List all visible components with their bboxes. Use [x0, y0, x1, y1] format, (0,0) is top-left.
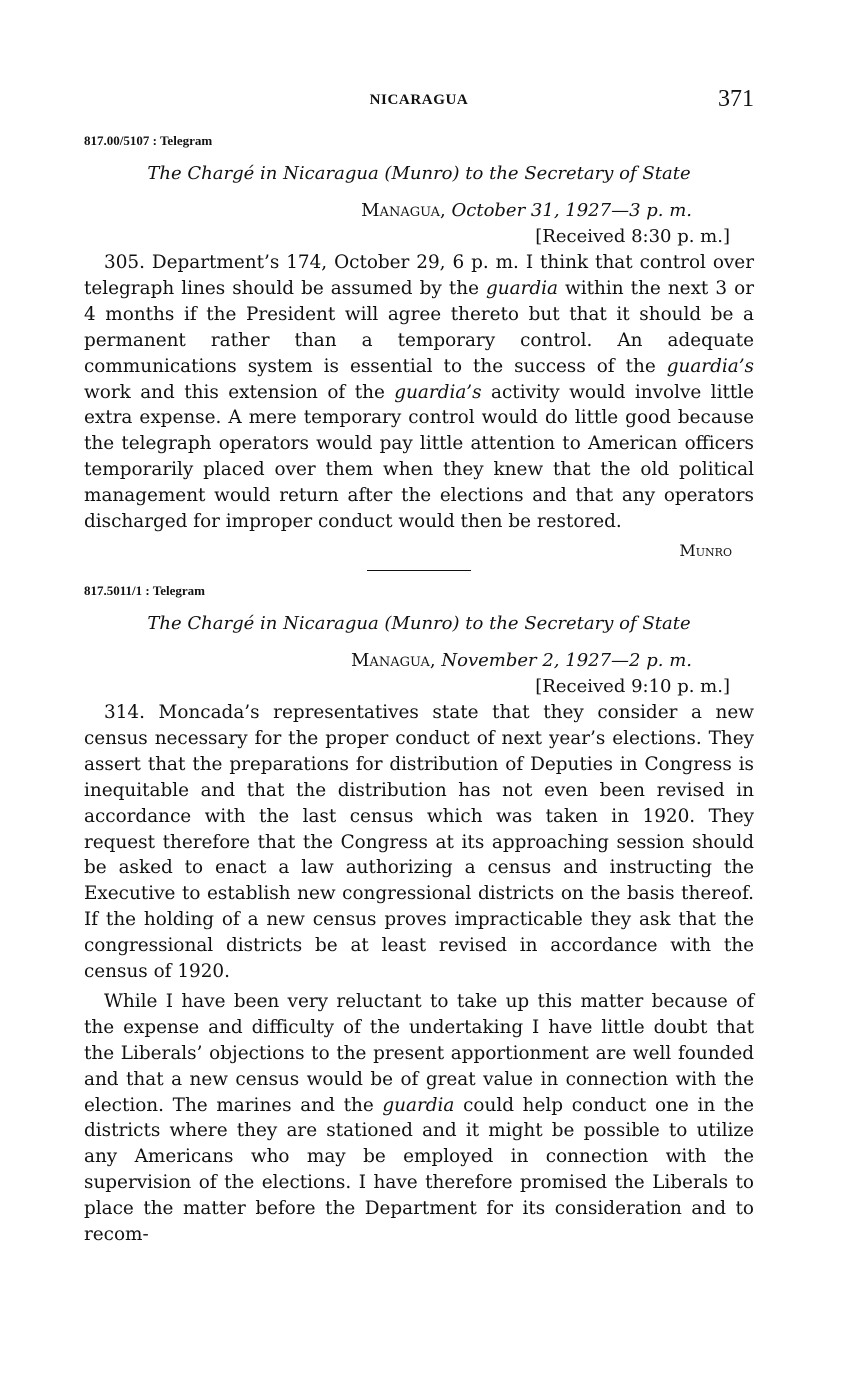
- telegram-body: [84, 250, 754, 535]
- file-reference: 817.00/5107 : Telegram: [84, 133, 213, 148]
- telegram-305: [84, 133, 754, 571]
- telegram-body: [84, 700, 754, 1248]
- telegram-314: [84, 583, 754, 1248]
- signature: Munro: [679, 540, 732, 560]
- paragraph: While I have been very reluctant to take up this matter because of the expense and difficulty of the undertaking I have little doubt that the Liberals’ objections to the present apportionment are well founded and that a new census would be of great value in connection with the election. The marines and the guardia could help conduct one in the districts where they are stationed and it might be possible to utilize any Americans who may be employed in connection with the supervision of the elections. I have therefore promised the Liberals to place the matter before the Department for its consideration and to recom-: [84, 990, 754, 1246]
- section-divider: [367, 570, 471, 571]
- paragraph: 314. Moncada’s representatives state that they consider a new census necessary for the proper conduct of next year’s elections. They assert that the preparations for distribution of Deputies in Congress is inequitable and that the distribution has not even been revised in accordance with the last census which was taken in 1920. They request therefore that the Congress at its approaching session should be asked to enact a law authorizing a census and instructing the Executive to establish new congressional districts on the basis thereof. If the holding of a new census proves impracticable they ask that the congressional districts be at least revised in accordance with the census of 1920.: [84, 701, 754, 983]
- document-page: [84, 86, 754, 1248]
- received-note: [Received 8:30 p. m.]: [535, 226, 730, 247]
- page-number: 371: [718, 86, 754, 112]
- running-header: [84, 86, 754, 118]
- dateline-place: Managua: [351, 649, 430, 671]
- running-title: NICARAGUA: [369, 92, 469, 108]
- dateline: Managua, October 31, 1927—3 p. m.: [361, 200, 692, 221]
- document-title: The Chargé in Nicaragua (Munro) to the Secretary of State: [147, 612, 691, 634]
- dateline-place: Managua: [361, 200, 441, 221]
- dateline-date: November 2, 1927—2 p. m.: [441, 649, 692, 671]
- file-reference: 817.5011/1 : Telegram: [84, 582, 205, 598]
- paragraph: 305. Department’s 174, October 29, 6 p. m. I think that control over telegraph lines should be assumed by the guardia within the next 3 or 4 months if the President will agree thereto but that it should be a permanent rather than a temporary control. An adequate communications system is essential to the success of the guardia’s work and this extension of the guardia’s activity would involve little extra expense. A mere temporary control would do little good because the telegraph operators would pay little attention to American officers temporarily placed over them when they knew that the old political management would return after the elections and that any operators discharged for improper conduct would then be restored.: [84, 252, 754, 533]
- document-title: The Chargé in Nicaragua (Munro) to the Secretary of State: [147, 163, 691, 184]
- dateline-date: October 31, 1927—3 p. m.: [451, 200, 692, 221]
- received-note: [Received 9:10 p. m.]: [535, 675, 730, 697]
- dateline: Managua, November 2, 1927—2 p. m.: [351, 649, 692, 671]
